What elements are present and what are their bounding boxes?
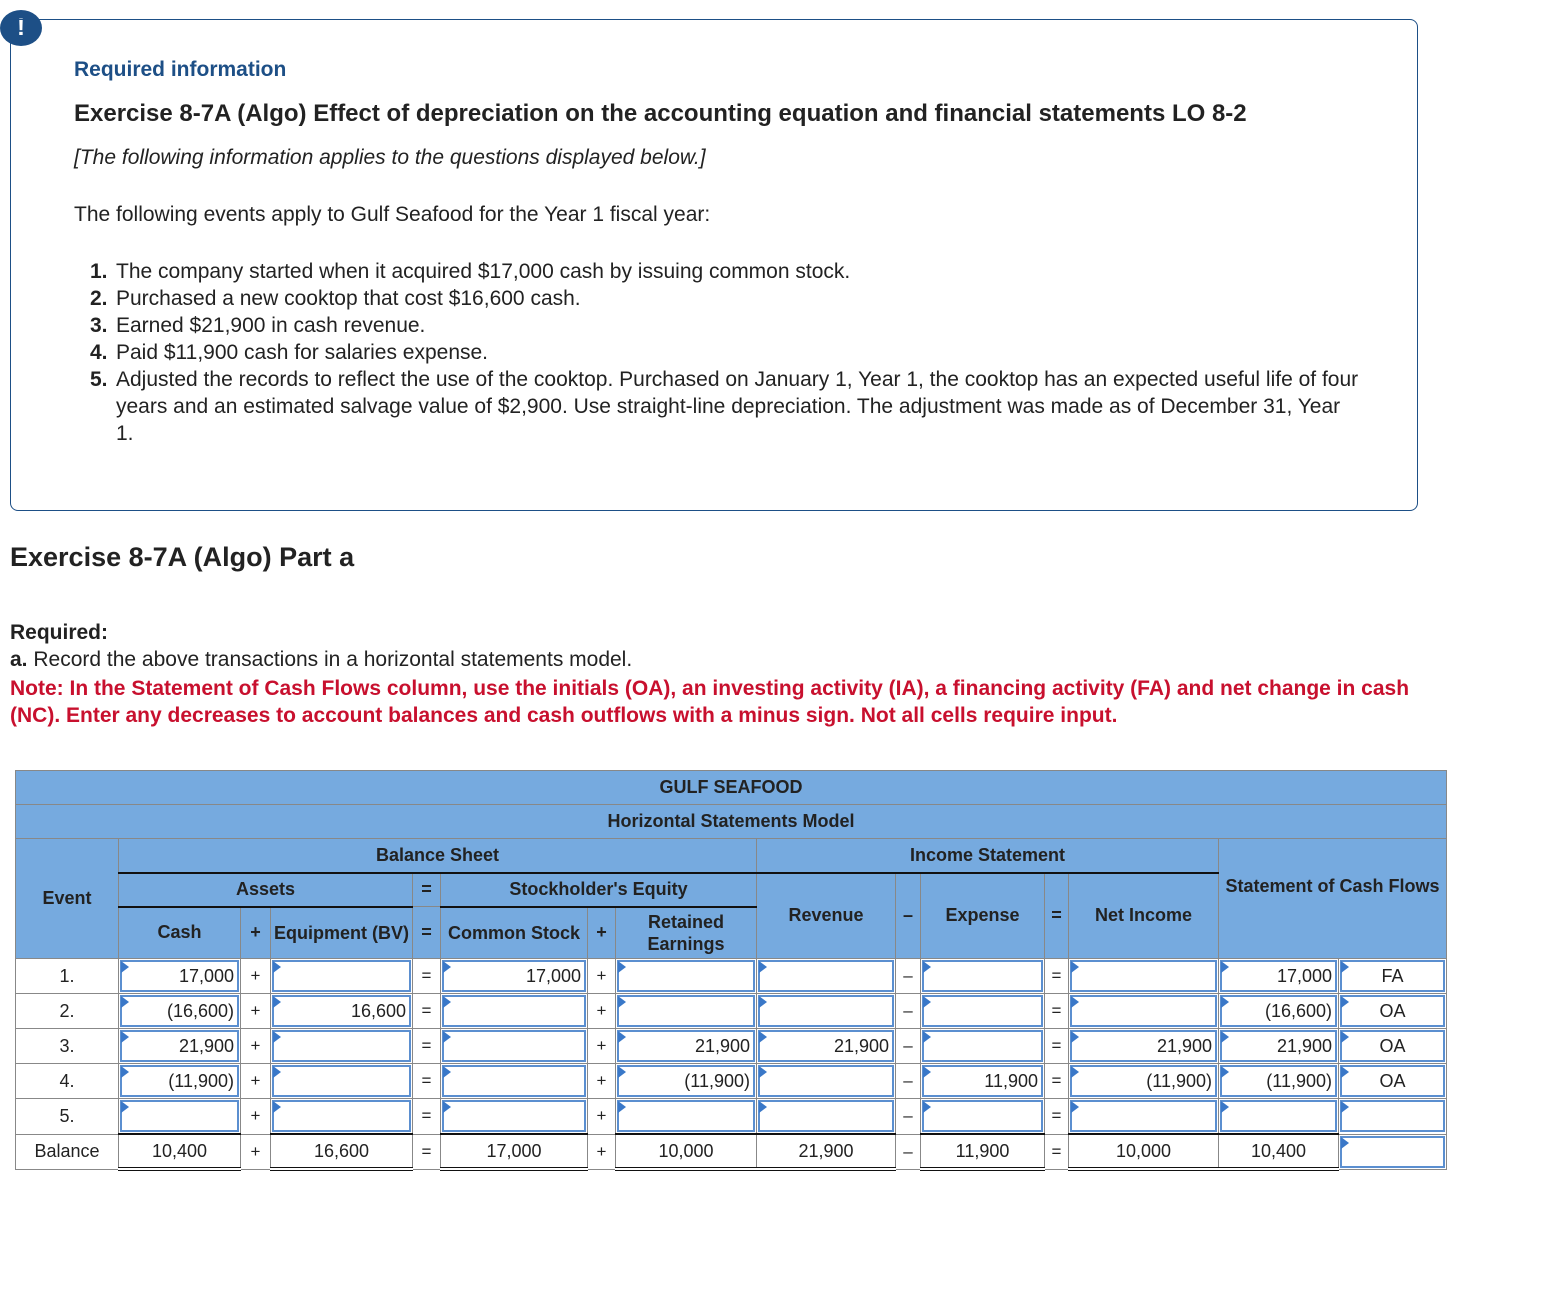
- equals-sign: =: [1045, 994, 1069, 1029]
- cash-flow-amount-input[interactable]: 21,900: [1220, 1030, 1337, 1062]
- event-item: [90, 366, 1360, 447]
- equals-sign: =: [1045, 1134, 1069, 1169]
- minus-sign: –: [896, 1064, 921, 1099]
- table-row: [16, 959, 1447, 994]
- cash-flow-type-input[interactable]: [1340, 1100, 1445, 1132]
- expense-input[interactable]: 11,900: [922, 1065, 1043, 1097]
- retained-earnings-input[interactable]: (11,900): [617, 1065, 755, 1097]
- alert-icon: !: [0, 10, 42, 46]
- cash-flow-balance-type-input[interactable]: [1340, 1136, 1445, 1168]
- revenue-input[interactable]: [758, 960, 894, 992]
- header-equals: =: [413, 907, 441, 959]
- equals-sign: =: [413, 994, 441, 1029]
- common-stock-balance: 17,000: [441, 1134, 588, 1169]
- plus-sign: +: [241, 959, 271, 994]
- event-number: 2.: [90, 287, 108, 310]
- event-number: 4.: [90, 341, 108, 364]
- equipment-input[interactable]: [272, 1100, 411, 1132]
- expense-balance: 11,900: [921, 1134, 1045, 1169]
- plus-sign: +: [588, 994, 616, 1029]
- cash-input[interactable]: 21,900: [120, 1030, 239, 1062]
- header-plus: +: [588, 907, 616, 959]
- retained-earnings-input[interactable]: [617, 995, 755, 1027]
- header-plus: +: [241, 907, 271, 959]
- equals-sign: =: [1045, 1064, 1069, 1099]
- event-item: [90, 339, 1360, 366]
- part-title: Exercise 8-7A (Algo) Part a: [10, 542, 355, 572]
- table-row: [16, 1099, 1447, 1135]
- plus-sign: +: [241, 1029, 271, 1064]
- common-stock-input[interactable]: [442, 1030, 586, 1062]
- cash-flow-type-input[interactable]: OA: [1340, 1030, 1445, 1062]
- event-text: Adjusted the records to reflect the use of the cooktop. Purchased on January 1, Year 1, the cooktop has an expected useful life of four years and an estimated salvage value of $2,900. Use straight-line depreciation. The adjustment was made as of December 31, Year 1.: [116, 368, 1359, 445]
- net-income-balance: 10,000: [1069, 1134, 1219, 1169]
- equals-sign: =: [413, 959, 441, 994]
- minus-sign: –: [896, 959, 921, 994]
- event-item: [90, 285, 1360, 312]
- cash-flow-amount-input[interactable]: (16,600): [1220, 995, 1337, 1027]
- equipment-input[interactable]: [272, 960, 411, 992]
- plus-sign: +: [588, 1064, 616, 1099]
- header-income-statement: Income Statement: [757, 839, 1219, 873]
- cash-flow-amount-input[interactable]: 17,000: [1220, 960, 1337, 992]
- cash-input[interactable]: 17,000: [120, 960, 239, 992]
- expense-input[interactable]: [922, 960, 1043, 992]
- requirement-a-prefix: a.: [10, 648, 28, 671]
- event-text: Purchased a new cooktop that cost $16,600 cash.: [116, 287, 581, 310]
- model-title: Horizontal Statements Model: [16, 805, 1447, 839]
- equipment-input[interactable]: [272, 1065, 411, 1097]
- equals-sign: =: [1045, 1099, 1069, 1135]
- equals-sign: =: [1045, 959, 1069, 994]
- equipment-input[interactable]: 16,600: [272, 995, 411, 1027]
- plus-sign: +: [241, 1099, 271, 1135]
- minus-sign: –: [896, 994, 921, 1029]
- table-row: [16, 1029, 1447, 1064]
- minus-sign: –: [896, 1099, 921, 1135]
- header-revenue: Revenue: [757, 873, 896, 959]
- cash-flow-type-input[interactable]: OA: [1340, 1065, 1445, 1097]
- retained-earnings-balance: 10,000: [616, 1134, 757, 1169]
- company-name: GULF SEAFOOD: [16, 771, 1447, 805]
- requirement-a-text: Record the above transactions in a horizontal statements model.: [27, 648, 633, 671]
- event-label: 5.: [16, 1099, 119, 1135]
- instruction-note: Note: In the Statement of Cash Flows column, use the initials (OA), an investing activity (IA), a financing activity (FA) and net change in cash (NC). Enter any decreases to account balances and cash outflows with a minus sign. Not all cells require input.: [10, 677, 1410, 727]
- plus-sign: +: [588, 1099, 616, 1135]
- common-stock-input[interactable]: [442, 1065, 586, 1097]
- equals-sign: =: [413, 1029, 441, 1064]
- header-equity: Stockholder's Equity: [441, 873, 757, 907]
- plus-sign: +: [241, 994, 271, 1029]
- cash-flow-amount-input[interactable]: (11,900): [1220, 1065, 1337, 1097]
- net-income-input[interactable]: 21,900: [1070, 1030, 1217, 1062]
- table-row: [16, 994, 1447, 1029]
- events-intro: The following events apply to Gulf Seafood for the Year 1 fiscal year:: [74, 203, 711, 226]
- expense-input[interactable]: [922, 1100, 1043, 1132]
- header-event: Event: [16, 839, 119, 959]
- expense-input[interactable]: [922, 1030, 1043, 1062]
- revenue-input[interactable]: [758, 1065, 894, 1097]
- event-number: 3.: [90, 314, 108, 337]
- event-text: The company started when it acquired $17,000 cash by issuing common stock.: [116, 260, 851, 283]
- expense-input[interactable]: [922, 995, 1043, 1027]
- cash-flow-type-input[interactable]: OA: [1340, 995, 1445, 1027]
- cash-flow-balance: 10,400: [1219, 1134, 1339, 1169]
- revenue-input[interactable]: 21,900: [758, 1030, 894, 1062]
- event-label: 4.: [16, 1064, 119, 1099]
- exercise-title: Exercise 8-7A (Algo) Effect of depreciation on the accounting equation and financial statements LO 8-2: [74, 100, 1247, 127]
- revenue-input[interactable]: [758, 995, 894, 1027]
- cash-flow-amount-input[interactable]: [1220, 1100, 1337, 1132]
- equals-sign: =: [413, 1064, 441, 1099]
- plus-sign: +: [588, 1029, 616, 1064]
- equipment-input[interactable]: [272, 1030, 411, 1062]
- plus-sign: +: [241, 1064, 271, 1099]
- requirement-a: [10, 648, 632, 672]
- net-income-input[interactable]: (11,900): [1070, 1065, 1217, 1097]
- header-balance-sheet: Balance Sheet: [119, 839, 757, 873]
- event-label: 2.: [16, 994, 119, 1029]
- header-assets: Assets: [119, 873, 413, 907]
- event-text: Paid $11,900 cash for salaries expense.: [116, 341, 489, 364]
- event-item: [90, 312, 1360, 339]
- header-equipment: Equipment (BV): [271, 907, 413, 959]
- minus-sign: –: [896, 1029, 921, 1064]
- retained-earnings-input[interactable]: [617, 960, 755, 992]
- retained-earnings-input[interactable]: [617, 1100, 755, 1132]
- table-row: [16, 1064, 1447, 1099]
- retained-earnings-input[interactable]: 21,900: [617, 1030, 755, 1062]
- common-stock-input[interactable]: [442, 995, 586, 1027]
- header-equals: =: [413, 873, 441, 907]
- plus-sign: +: [588, 1134, 616, 1169]
- net-income-input[interactable]: [1070, 995, 1217, 1027]
- equals-sign: =: [413, 1099, 441, 1135]
- header-cash-flows: Statement of Cash Flows: [1219, 839, 1447, 959]
- equals-sign: =: [413, 1134, 441, 1169]
- header-cash: Cash: [119, 907, 241, 959]
- equipment-balance: 16,600: [271, 1134, 413, 1169]
- plus-sign: +: [588, 959, 616, 994]
- balance-label: Balance: [16, 1134, 119, 1169]
- cash-balance: 10,400: [119, 1134, 241, 1169]
- common-stock-input[interactable]: 17,000: [442, 960, 586, 992]
- plus-sign: +: [241, 1134, 271, 1169]
- applies-note: [The following information applies to the questions displayed below.]: [74, 146, 706, 169]
- net-income-input[interactable]: [1070, 1100, 1217, 1132]
- header-common-stock: Common Stock: [441, 907, 588, 959]
- event-label: 3.: [16, 1029, 119, 1064]
- equals-sign: =: [1045, 1029, 1069, 1064]
- net-income-input[interactable]: [1070, 960, 1217, 992]
- cash-flow-type-input[interactable]: FA: [1340, 960, 1445, 992]
- header-retained-earnings: Retained Earnings: [616, 907, 757, 959]
- balance-row: [16, 1134, 1447, 1169]
- header-equals: =: [1045, 873, 1069, 959]
- required-label: Required:: [10, 621, 109, 644]
- revenue-input[interactable]: [758, 1100, 894, 1132]
- event-label: 1.: [16, 959, 119, 994]
- header-minus: –: [896, 873, 921, 959]
- events-list: [90, 258, 1360, 447]
- required-information-heading: Required information: [74, 58, 287, 81]
- horizontal-statements-model-table: [15, 770, 1447, 1171]
- event-number: 5.: [90, 368, 108, 391]
- revenue-balance: 21,900: [757, 1134, 896, 1169]
- header-expense: Expense: [921, 873, 1045, 959]
- cash-input[interactable]: (16,600): [120, 995, 239, 1027]
- minus-sign: –: [896, 1134, 921, 1169]
- event-number: 1.: [90, 260, 108, 283]
- cash-input[interactable]: (11,900): [120, 1065, 239, 1097]
- event-text: Earned $21,900 in cash revenue.: [116, 314, 426, 337]
- event-item: [90, 258, 1360, 285]
- cash-input[interactable]: [120, 1100, 239, 1132]
- common-stock-input[interactable]: [442, 1100, 586, 1132]
- header-net-income: Net Income: [1069, 873, 1219, 959]
